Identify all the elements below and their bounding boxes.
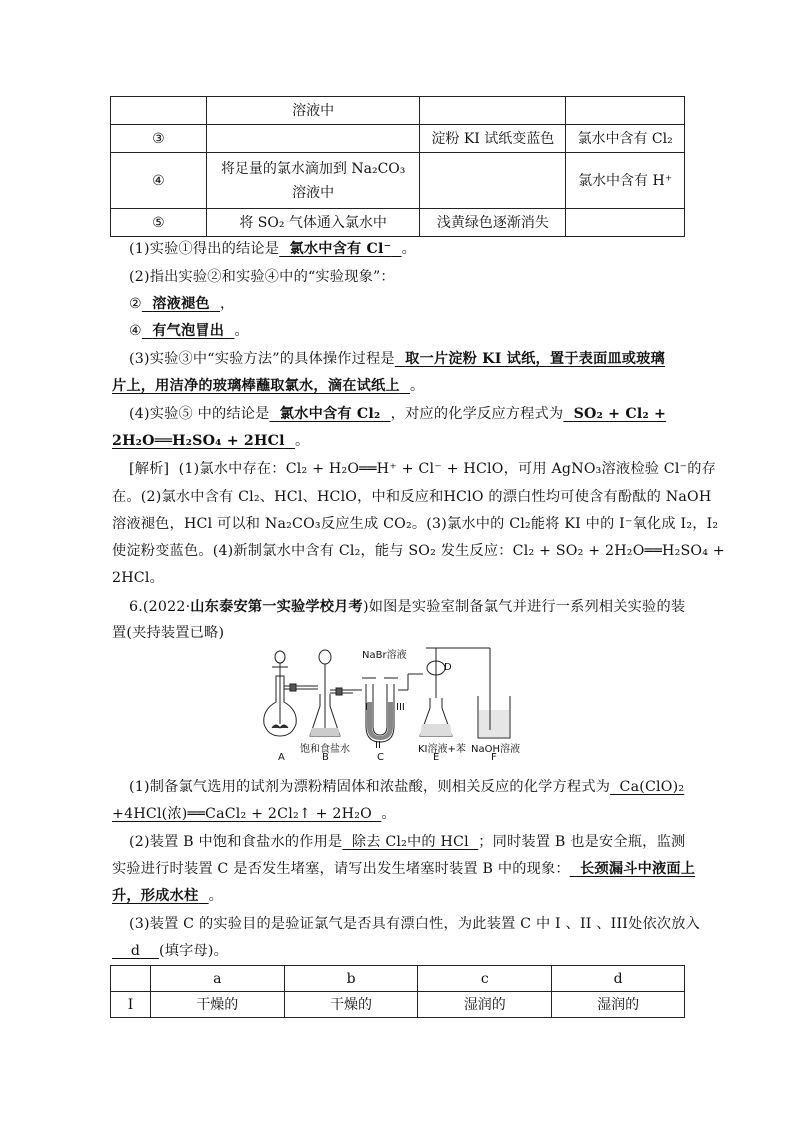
question-6-2 — [129, 831, 685, 851]
table-cell: 湿润的 — [552, 992, 685, 1018]
table-cell: ⑤ — [111, 209, 207, 237]
table-cell: 氯水中含有 H⁺ — [566, 153, 685, 209]
answer-text: d — [130, 943, 141, 959]
answer-blank — [610, 779, 684, 795]
punctuation: 。 — [410, 378, 425, 394]
label-d: D — [444, 662, 452, 673]
answer-blank — [142, 296, 220, 312]
answer-text: SO₂ + Cl₂ + — [573, 406, 667, 422]
analysis-line-1 — [129, 458, 716, 478]
punctuation: 。 — [208, 888, 223, 904]
answer-text: +4HCl(浓)══CaCl₂ + 2Cl₂↑ + 2H₂O — [112, 806, 372, 822]
question-6-1 — [129, 776, 684, 796]
question-1 — [129, 238, 416, 258]
table-header — [111, 966, 151, 992]
question-2b — [129, 320, 249, 340]
question-6-2-cont2 — [112, 885, 223, 905]
label-c-ii: II — [375, 740, 381, 751]
question-text: ② — [129, 296, 142, 312]
answer-blank — [142, 323, 235, 339]
table-header: a — [150, 966, 284, 992]
label-e: E — [433, 752, 440, 763]
table-cell: 溶液中 — [206, 97, 420, 125]
question-2a — [129, 293, 234, 313]
table-cell — [420, 153, 566, 209]
table-row — [111, 992, 685, 1018]
table-header: c — [418, 966, 552, 992]
question-text: (4)实验⑤ 中的结论是 — [129, 406, 270, 422]
punctuation: ， — [220, 296, 235, 312]
table-cell: 干燥的 — [284, 992, 418, 1018]
label-c-i: I — [365, 702, 368, 713]
table-header: b — [284, 966, 418, 992]
punctuation: 。 — [234, 323, 249, 339]
label-f: F — [491, 752, 497, 763]
question-3 — [129, 348, 665, 368]
answer-blank — [342, 834, 478, 850]
experiment-table — [110, 96, 685, 237]
answer-text: 2H₂O══H₂SO₄ + 2HCl — [112, 433, 285, 449]
question-3-cont — [112, 375, 424, 395]
answer-text: Ca(ClO)₂ — [619, 779, 685, 795]
question-text: (1)实验①得出的结论是 — [129, 241, 280, 257]
label-a: A — [278, 752, 285, 763]
analysis-line-4: 使淀粉变蓝色。(4)新制氯水中含有 Cl₂，能与 SO₂ 发生反应：Cl₂ + SO₂ + 2H₂O══H₂SO₄ + — [112, 543, 725, 559]
question-4 — [129, 403, 666, 423]
question-6-1-cont — [112, 803, 396, 823]
answer-blank — [270, 406, 391, 422]
table-cell — [206, 125, 420, 153]
table-cell: 将足量的氯水滴加到 Na₂CO₃溶液中 — [206, 153, 420, 209]
table-cell: 淀粉 KI 试纸变蓝色 — [420, 125, 566, 153]
answer-text: 片上，用洁净的玻璃棒蘸取氯水，滴在试纸上 — [112, 378, 400, 394]
question-text: (1)制备氯气选用的试剂为漂粉精固体和浓盐酸，则相关反应的化学方程式为 — [129, 779, 611, 795]
answer-text: 有气泡冒出 — [152, 323, 225, 339]
question-6-3: (3)装置 C 的实验目的是验证氯气是否具有漂白性，为此装置 C 中 I 、II 、III处依次放入 — [129, 916, 701, 932]
label-c: C — [377, 752, 384, 763]
table-row — [111, 125, 685, 153]
question-text: ④ — [129, 323, 142, 339]
question-text: ，对应的化学反应方程式为 — [390, 406, 564, 422]
analysis-label: [解析] — [129, 461, 170, 477]
table-cell: 干燥的 — [150, 992, 284, 1018]
table-cell: 湿润的 — [418, 992, 552, 1018]
table-row — [111, 97, 685, 125]
answer-blank — [570, 861, 695, 877]
table-header-row — [111, 966, 685, 992]
question-2: (2)指出实验②和实验④中的“实验现象”： — [129, 269, 395, 285]
table-cell: 将 SO₂ 气体通入氯水中 — [206, 209, 420, 237]
question-4-cont — [112, 430, 309, 450]
question-6-cont: 置(夹持装置已略) — [112, 625, 225, 641]
table-header: d — [552, 966, 685, 992]
table-cell — [420, 97, 566, 125]
analysis-text: (1)氯水中存在：Cl₂ + H₂O══H⁺ + Cl⁻ + HClO，可用 AgNO₃溶液检验 Cl⁻的存 — [178, 461, 717, 477]
answer-blank — [112, 888, 209, 904]
table-row — [111, 209, 685, 237]
question-number: 6.( — [129, 599, 149, 615]
question-text: (2)装置 B 中饱和食盐水的作用是 — [129, 834, 343, 850]
analysis-line-2: 在。(2)氯水中含有 Cl₂、HCl、HClO，中和反应和HClO 的漂白性均可使含有酚酞的 NaOH — [112, 489, 712, 505]
label-nabr: NaBr溶液 — [362, 650, 407, 661]
answer-blank — [563, 406, 666, 422]
analysis-line-5: 2HCl。 — [112, 570, 164, 586]
punctuation: 。 — [294, 433, 310, 449]
question-6-2-cont — [112, 858, 695, 878]
question-text: ；同时装置 B 也是安全瓶，监测 — [478, 834, 686, 850]
answer-blank — [395, 351, 665, 367]
label-reagent-b: 饱和食盐水 — [300, 744, 350, 755]
apparatus-figure — [258, 640, 538, 765]
answer-blank — [112, 943, 159, 959]
question-text: 实验进行时装置 C 是否发生堵塞，请写出发生堵塞时装置 B 中的现象： — [112, 861, 570, 877]
analysis-line-3: 溶液褪色，HCl 可以和 Na₂CO₃反应生成 CO₂。(3)氯水中的 Cl₂能将 KI 中的 I⁻氧化成 I₂，I₂ — [112, 516, 719, 532]
source-school: 山东泰安第一实验学校月考 — [190, 599, 363, 615]
table-cell — [111, 97, 207, 125]
source-year: 2022· — [148, 599, 191, 615]
label-c-iii: III — [396, 702, 405, 713]
question-6-3-cont — [112, 940, 228, 960]
answer-text: 长颈漏斗中液面上 — [580, 861, 696, 877]
answer-blank — [279, 241, 401, 257]
label-b: B — [322, 752, 329, 763]
question-text: )如图是实验室制备氯气并进行一系列相关实验的装 — [362, 599, 686, 615]
table-row — [111, 153, 685, 209]
punctuation: 。 — [401, 241, 416, 257]
answer-blank — [112, 433, 295, 449]
question-6 — [129, 596, 685, 616]
table-cell — [566, 97, 685, 125]
question-text: (填字母)。 — [158, 943, 229, 959]
answer-text: 溶液褪色 — [152, 296, 210, 312]
punctuation: 。 — [381, 806, 396, 822]
question-text: (3)实验③中“实验方法”的具体操作过程是 — [129, 351, 395, 367]
table-cell: ③ — [111, 125, 207, 153]
table-cell: I — [111, 992, 151, 1018]
answer-blank — [112, 806, 381, 822]
answer-blank — [112, 378, 410, 394]
answer-text: 氯水中含有 Cl⁻ — [289, 241, 392, 257]
label-reagent-e: KI溶液+苯 — [418, 744, 466, 755]
answer-text: 除去 Cl₂中的 HCl — [351, 834, 469, 850]
table-cell: ④ — [111, 153, 207, 209]
answer-text: 取一片淀粉 KI 试纸，置于表面皿或玻璃 — [405, 351, 665, 367]
table-cell: 浅黄绿色逐渐消失 — [420, 209, 566, 237]
label-reagent-f: NaOH溶液 — [471, 744, 520, 755]
table-cell: 氯水中含有 Cl₂ — [566, 125, 685, 153]
choices-table — [110, 965, 685, 1018]
answer-text: 升，形成水柱 — [112, 888, 199, 904]
answer-text: 氯水中含有 Cl₂ — [279, 406, 381, 422]
table-cell — [566, 209, 685, 237]
